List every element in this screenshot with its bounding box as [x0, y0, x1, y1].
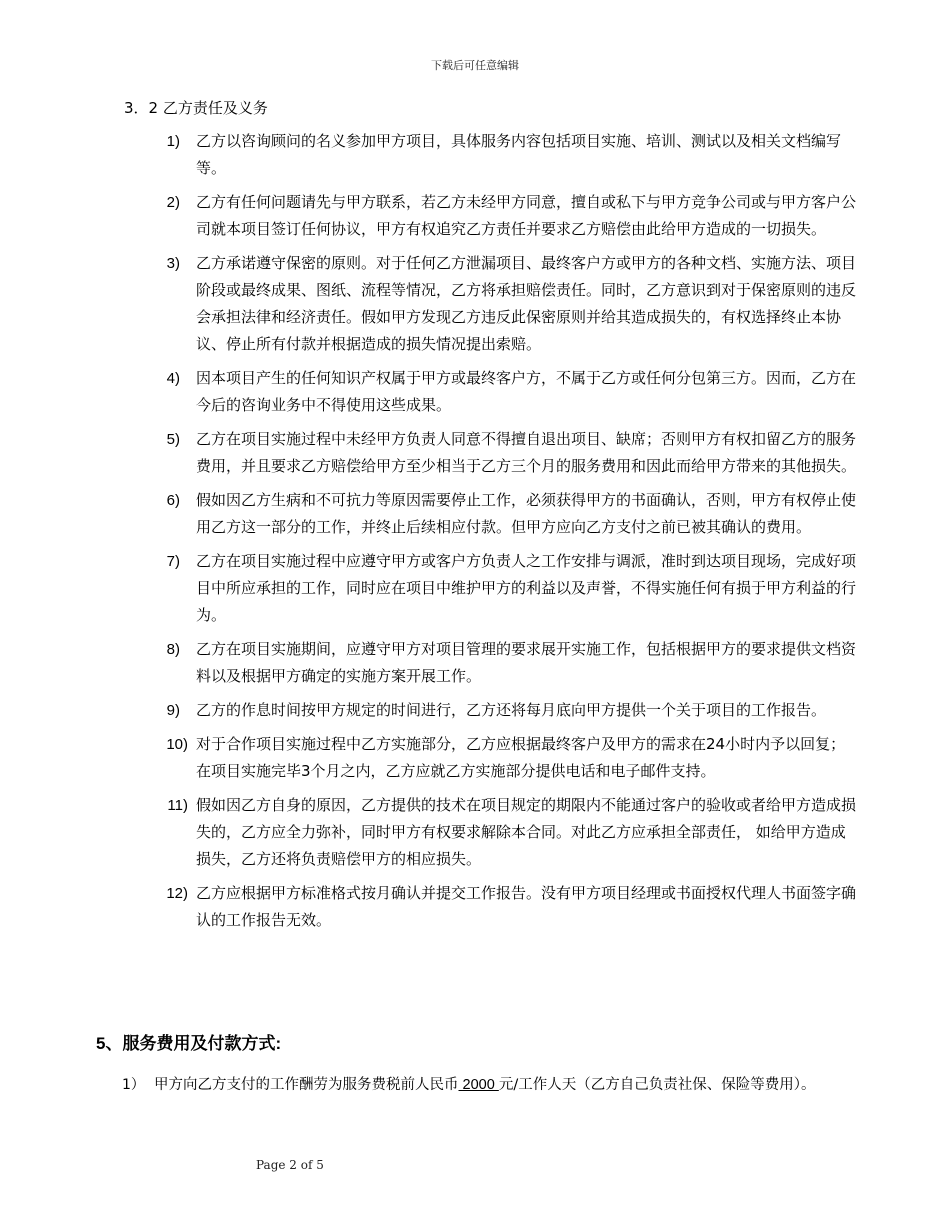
item-number: 12) — [166, 885, 188, 902]
list-item — [0, 128, 950, 182]
list-item — [0, 365, 950, 419]
payment-text — [154, 1071, 854, 1100]
item-text: 乙方承诺遵守保密的原则。对于任何乙方泄漏项目、最终客户方或甲方的各种文档、实施方法、项目阶段或最终成果、图纸、流程等情况，乙方将承担赔偿责任。同时，乙方意识到对于保密原则的违反会承担法律和经济责任。假如甲方发现乙方违反此保密原则并给其造成损失的，有权选择终止本协议、停止所有付款并根据造成的损失情况提出索赔。 — [196, 254, 857, 353]
obligations-list — [0, 128, 950, 941]
item-text: 乙方以咨询顾问的名义参加甲方项目，具体服务内容包括项目实施、培训、测试以及相关文档编写等。 — [196, 132, 842, 177]
list-item — [0, 731, 950, 785]
payment-amount: 2000 — [458, 1077, 499, 1093]
item-text: 假如因乙方自身的原因，乙方提供的技术在项目规定的期限内不能通过客户的验收或者给甲方造成损失的，乙方应全力弥补，同时甲方有权要求解除本合同。对此乙方应承担全部责任， 如给甲方造成损失，乙方还将负责赔偿甲方的相应损失。 — [196, 796, 857, 868]
item-text: 因本项目产生的任何知识产权属于甲方或最终客户方，不属于乙方或任何分包第三方。因而，乙方在今后的咨询业务中不得使用这些成果。 — [196, 369, 857, 414]
list-item — [0, 548, 950, 629]
list-item — [0, 792, 950, 873]
item-text: 乙方的作息时间按甲方规定的时间进行，乙方还将每月底向甲方提供一个关于项目的工作报告。 — [196, 701, 827, 719]
item-number: 6) — [166, 492, 180, 509]
payment-clause — [0, 1071, 950, 1100]
item-number: 8) — [166, 641, 180, 658]
item-text: 对于合作项目实施过程中乙方实施部分，乙方应根据最终客户及甲方的需求在24小时内予以回复； 在项目实施完毕3个月之内，乙方应就乙方实施部分提供电话和电子邮件支持。 — [196, 735, 846, 780]
page-header: 下载后可任意编辑 — [431, 59, 519, 72]
payment-text-after: 元/工作人天（乙方自己负责社保、保险等费用）。 — [498, 1077, 816, 1093]
page-footer: Page 2 of 5 — [256, 1158, 324, 1172]
item-number: 5) — [166, 431, 180, 448]
list-item — [0, 697, 950, 724]
list-item — [0, 636, 950, 690]
item-text: 乙方在项目实施期间，应遵守甲方对项目管理的要求展开实施工作，包括根据甲方的要求提供文档资料以及根据甲方确定的实施方案开展工作。 — [196, 640, 857, 685]
list-item — [0, 250, 950, 358]
item-text: 乙方有任何问题请先与甲方联系，若乙方未经甲方同意，擅自或私下与甲方竞争公司或与甲方客户公司就本项目签订任何协议，甲方有权追究乙方责任并要求乙方赔偿由此给甲方造成的一切损失。 — [196, 193, 857, 238]
item-number: 4) — [166, 370, 180, 387]
item-number: 3) — [166, 255, 180, 272]
item-number: 7) — [166, 553, 180, 570]
list-item — [0, 426, 950, 480]
payment-number: 1） — [122, 1077, 145, 1093]
list-item — [0, 487, 950, 541]
item-number: 11) — [167, 797, 188, 814]
list-item — [0, 880, 950, 934]
item-text: 假如因乙方生病和不可抗力等原因需要停止工作，必须获得甲方的书面确认，否则，甲方有权停止使用乙方这一部分的工作，并终止后续相应付款。但甲方应向乙方支付之前已被其确认的费用。 — [196, 491, 857, 536]
list-item — [0, 189, 950, 243]
item-number: 9) — [166, 702, 180, 719]
item-text: 乙方应根据甲方标准格式按月确认并提交工作报告。没有甲方项目经理或书面授权代理人书面签字确认的工作报告无效。 — [196, 884, 857, 929]
item-number: 1) — [166, 133, 180, 150]
item-text: 乙方在项目实施过程中应遵守甲方或客户方负责人之工作安排与调派，准时到达项目现场，完成好项目中所应承担的工作，同时应在项目中维护甲方的利益以及声誉，不得实施任何有损于甲方利益的行为。 — [196, 552, 857, 624]
subsection-title: 3．2 乙方责任及义务 — [124, 99, 268, 117]
item-number: 2) — [166, 194, 180, 211]
payment-text-before: 甲方向乙方支付的工作酬劳为服务费税前人民币 — [154, 1077, 459, 1093]
section-title: 5、服务费用及付款方式: — [96, 1034, 282, 1053]
item-number: 10) — [166, 736, 188, 753]
item-text: 乙方在项目实施过程中未经甲方负责人同意不得擅自退出项目、缺席；否则甲方有权扣留乙方的服务费用，并且要求乙方赔偿给甲方至少相当于乙方三个月的服务费用和因此而给甲方带来的其他损失。 — [196, 430, 857, 475]
